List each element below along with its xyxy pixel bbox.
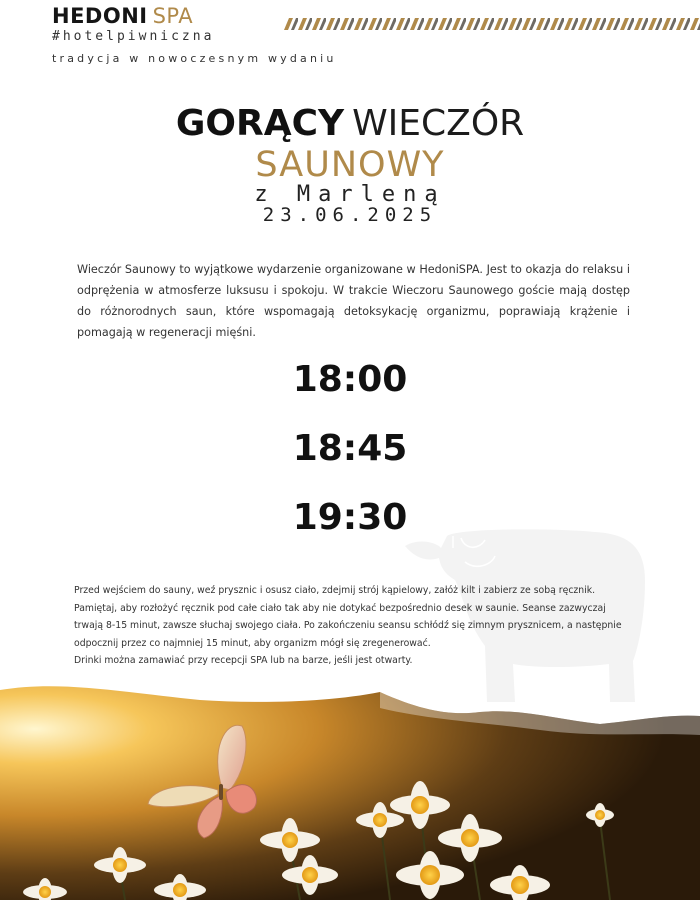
zigzag-ribbon-icon: [284, 18, 700, 30]
sauna-rule: Drinki można zamawiać przy recepcji SPA lub na barze, jeśli jest otwarty.: [74, 655, 413, 666]
intro-paragraph: Wieczór Saunowy to wyjątkowe wydarzenie organizowane w HedoniSPA. Jest to okazja do relaksu i odprężenia w atmosferze luksusu i spokoju. W trakcie Wieczoru Saunowego goście mają dostęp do różnorodnych saun, które wspomagają detoksykację organizmu, poprawiają krążenie i pomagają w regeneracji mięśni.: [77, 263, 630, 339]
event-title-light: WIECZÓR: [352, 103, 525, 144]
session-time: 18:00: [292, 359, 408, 400]
brand-header: [52, 4, 337, 65]
meadow-photo: [0, 680, 700, 900]
sauna-rule: Pamiętaj, aby rozłożyć ręcznik pod całe ciało tak aby nie dotykać bezpośrednio desek w saunie. Seanse zazwyczaj trwają 8-15 minut, zawsze słuchaj swojego ciała. Po zakończeniu seansu schłódź się zimnym prysznicem, a następnie odpocznij przez co najmniej 15 minut, aby organizm mógł się zregenerować.: [74, 602, 622, 649]
brand-tagline: tradycja w nowoczesnym wydaniu: [52, 52, 337, 65]
sauna-rule: Przed wejściem do sauny, weź prysznic i osusz ciało, zdejmij strój kąpielowy, załóż kilt i zabierz ze sobą ręcznik.: [74, 585, 596, 596]
event-host: z Marleną: [254, 182, 446, 207]
event-title-block: [0, 103, 700, 225]
session-time: 18:45: [292, 428, 408, 469]
session-time: 19:30: [292, 497, 408, 538]
event-date: 23.06.2025: [262, 204, 438, 226]
event-title-bold: GORĄCY: [175, 103, 345, 144]
sauna-rules: [74, 582, 634, 670]
brand-name-bold: HEDONI: [52, 4, 148, 28]
brand-name-spa: SPA: [152, 4, 194, 28]
event-title-accent: SAUNOWY: [255, 145, 445, 185]
event-title-line: [0, 103, 700, 145]
brand-hashtag: #hotelpiwniczna: [52, 29, 215, 44]
